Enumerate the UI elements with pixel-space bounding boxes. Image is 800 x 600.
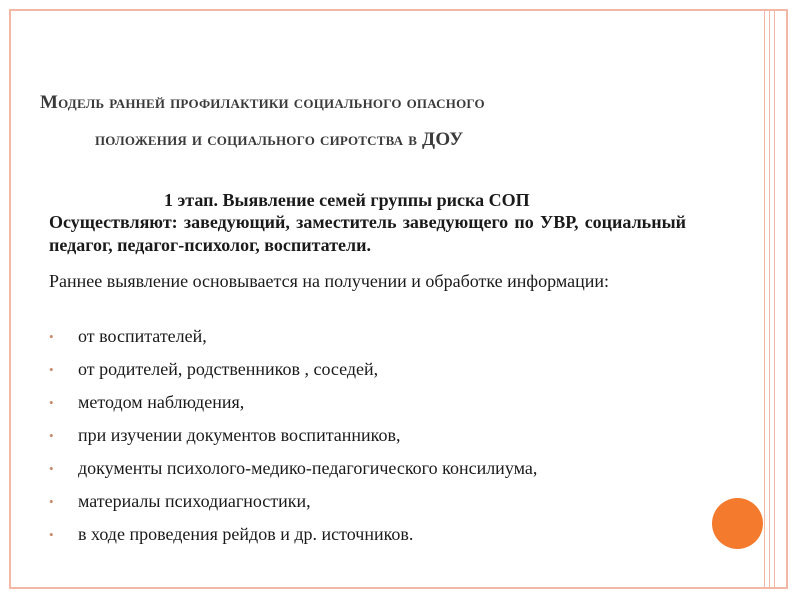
list-item-text: при изучении документов воспитанников, <box>78 425 401 445</box>
stage-heading: 1 этап. Выявление семей группы риска СОП <box>164 190 530 210</box>
bullet-icon: • <box>49 428 54 443</box>
frame-stripe <box>769 9 770 589</box>
bullet-icon: • <box>49 362 54 377</box>
title-line-1: Модель ранней профилактики социального опасного <box>40 92 485 113</box>
list-item <box>47 485 537 518</box>
bullet-icon: • <box>49 329 54 344</box>
bullet-icon: • <box>49 527 54 542</box>
bullet-icon: • <box>49 461 54 476</box>
frame-stripe <box>764 9 765 589</box>
list-item <box>47 386 537 419</box>
list-item <box>47 320 537 353</box>
list-item <box>47 518 537 551</box>
source-list <box>47 320 537 551</box>
decorative-circle <box>712 498 763 549</box>
list-item-text: от воспитателей, <box>78 326 207 346</box>
list-item-text: материалы психодиагностики, <box>78 491 311 511</box>
list-item <box>47 419 537 452</box>
bullet-icon: • <box>49 395 54 410</box>
list-item <box>47 353 537 386</box>
list-item-text: от родителей, родственников , соседей, <box>78 359 379 379</box>
intro-text: Раннее выявление основывается на получении и обработке информации: <box>49 271 609 291</box>
bullet-icon: • <box>49 494 54 509</box>
list-item-text: методом наблюдения, <box>78 392 245 412</box>
slide-title <box>40 84 740 158</box>
list-item-text: в ходе проведения рейдов и др. источников. <box>78 524 414 544</box>
stage-executors: Осуществляют: заведующий, заместитель заведующего по УВР, социальный педагог, педагог-психолог, воспитатели. <box>49 212 686 255</box>
list-item-text: документы психолого-медико-педагогического консилиума, <box>78 458 538 478</box>
list-item <box>47 452 537 485</box>
title-line-2: положения и социального сиротства в ДОУ <box>95 129 464 150</box>
frame-stripe <box>774 9 775 589</box>
